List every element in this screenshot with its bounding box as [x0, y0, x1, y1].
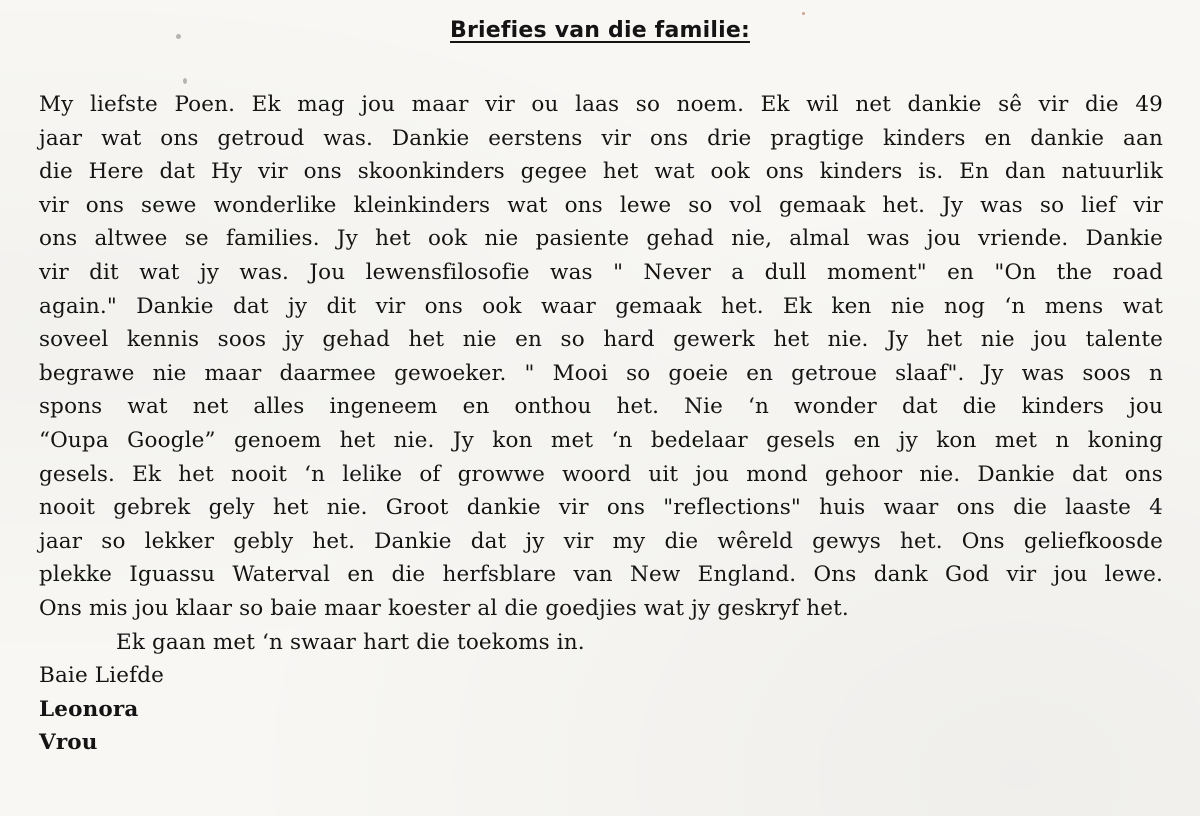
letter-line: jaar so lekker gebly het. Dankie dat jy vir my die wêreld gewys het. Ons geliefkoosde: [39, 528, 1163, 554]
letter-line: gesels. Ek het nooit ‘n lelike of growwe woord uit jou mond gehoor nie. Dankie dat ons: [39, 461, 1163, 487]
sign-off: Baie Liefde: [39, 663, 165, 689]
letter-line: vir ons sewe wonderlike kleinkinders wat ons lewe so vol gemaak het. Jy was so lief vir: [39, 192, 1163, 218]
page-title: [0, 18, 1200, 43]
page-title-text: Briefies van die familie:: [450, 18, 750, 43]
letter-line: jaar wat ons getroud was. Dankie eerstens vir ons drie pragtige kinders en dankie aan: [39, 125, 1163, 151]
letter-line: soveel kennis soos jy gehad het nie en so hard gewerk het nie. Jy het nie jou talente: [39, 327, 1163, 353]
letter-line: nooit gebrek gely het nie. Groot dankie vir ons "reflections" huis waar ons die laaste 4: [39, 495, 1163, 521]
letter-line: again." Dankie dat jy dit vir ons ook waar gemaak het. Ek ken nie nog ‘n mens wat: [39, 293, 1163, 319]
letter-line: vir dit wat jy was. Jou lewensfilosofie was " Never a dull moment" en "On the road: [39, 259, 1163, 285]
scan-speck: [802, 12, 805, 15]
letter-line: begrawe nie maar daarmee gewoeker. " Mooi so goeie en getroue slaaf". Jy was soos n: [39, 360, 1163, 386]
letter-line: Ons mis jou klaar so baie maar koester al die goedjies wat jy geskryf het.: [39, 595, 849, 621]
letter-line: plekke Iguassu Waterval en die herfsblare van New England. Ons dank God vir jou lewe.: [39, 562, 1163, 588]
signature-name: Leonora: [39, 696, 139, 722]
letter-body: [39, 88, 1163, 760]
closing-line: Ek gaan met ‘n swaar hart die toekoms in.: [116, 629, 585, 655]
scan-speck: [183, 78, 187, 84]
letter-line: “Oupa Google” genoem het nie. Jy kon met ‘n bedelaar gesels en jy kon met n koning: [39, 427, 1163, 453]
letter-line: My liefste Poen. Ek mag jou maar vir ou laas so noem. Ek wil net dankie sê vir die 49: [39, 92, 1163, 117]
letter-line: spons wat net alles ingeneem en onthou het. Nie ‘n wonder dat die kinders jou: [39, 394, 1163, 420]
signature-role: Vrou: [39, 730, 98, 756]
letter-line: die Here dat Hy vir ons skoonkinders gegee het wat ook ons kinders is. En dan natuurlik: [39, 159, 1163, 185]
letter-line: ons altwee se families. Jy het ook nie pasiente gehad nie, almal was jou vriende. Dankie: [39, 226, 1163, 252]
